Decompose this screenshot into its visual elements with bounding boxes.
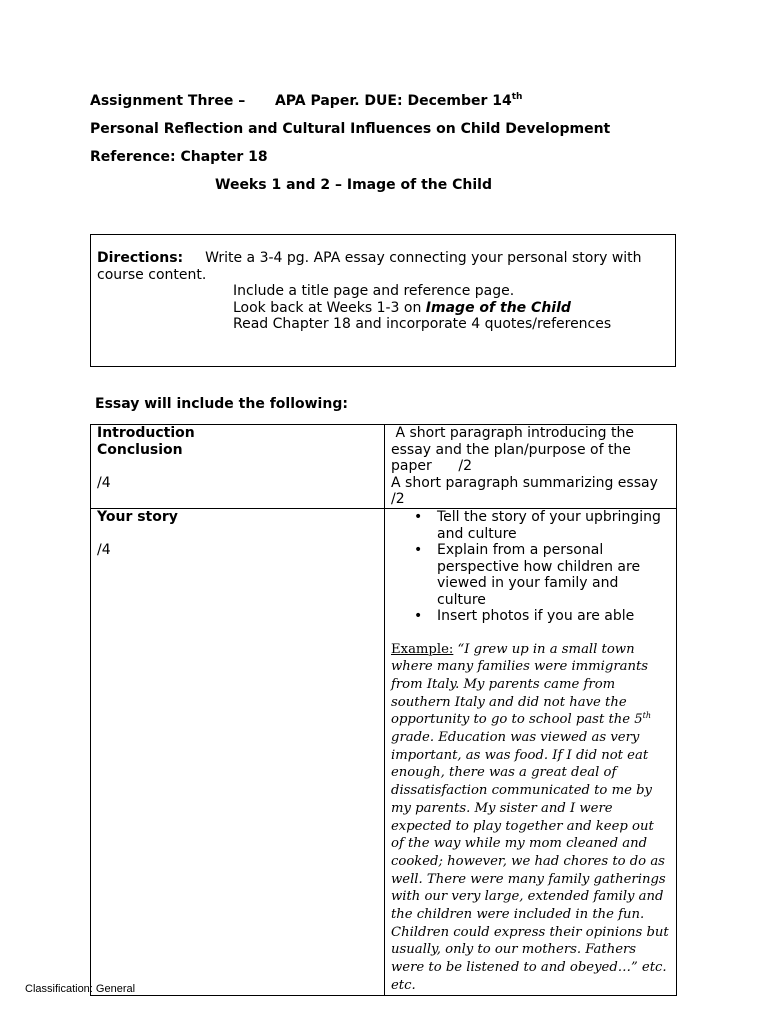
- list-item: • Explain from a personal perspective how children are viewed in your family and culture: [437, 542, 670, 608]
- due-date: APA Paper. DUE: December 14: [274, 93, 512, 109]
- example-text-part2: grade. Education was viewed as very important, as was food. If I did not eat enough, there was a great deal of dissatisfaction communicated to me by my parents. My sister and I were expected to play together and keep out of the way while my mom cleaned and cooked; however, we had chores to do as well. There were many family gatherings with our very large, extended family and the children were included in the fun. Children could express their opinions but usually, only to our mothers. Fathers were to be listened to and obeyed…” etc. etc.: [391, 730, 669, 993]
- introduction-label: Introduction: [97, 425, 195, 441]
- list-item: • Tell the story of your upbringing and culture: [437, 509, 670, 542]
- assignment-heading: [90, 92, 522, 110]
- due-date-suffix: th: [511, 92, 523, 102]
- assignment-subtitle: Personal Reflection and Cultural Influences on Child Development: [90, 121, 611, 137]
- essay-heading: Essay will include the following:: [95, 396, 348, 412]
- your-story-desc-cell: [385, 509, 677, 996]
- conclusion-label: Conclusion: [97, 441, 183, 458]
- table-row: [91, 509, 677, 996]
- conclusion-description: A short paragraph summarizing essay /2: [391, 474, 658, 507]
- directions-item-title-page: Include a title page and reference page.: [233, 283, 515, 299]
- your-story-label: Your story: [97, 509, 178, 525]
- assignment-title: Assignment Three –: [90, 93, 246, 109]
- directions-text: Write a 3-4 pg. APA essay connecting your personal story with course content.: [97, 250, 642, 283]
- introduction-description: A short paragraph introducing the essay and the plan/purpose of the paper /2: [391, 425, 639, 474]
- intro-conclusion-desc-cell: [385, 425, 677, 509]
- reference-line: Reference: Chapter 18: [90, 149, 268, 165]
- intro-conclusion-points: /4: [97, 474, 111, 491]
- table-row: [91, 425, 677, 509]
- example-paragraph: [391, 641, 670, 995]
- image-of-the-child-emphasis: Image of the Child: [425, 299, 571, 316]
- directions-item-look-back: Look back at Weeks 1-3 on Image of the Child: [233, 299, 571, 316]
- directions-intro: [97, 250, 669, 283]
- directions-label: Directions:: [97, 250, 184, 266]
- classification-footer: Classification: General: [25, 983, 136, 995]
- rubric-table: [90, 424, 677, 996]
- story-bullet-list: [391, 509, 670, 625]
- your-story-cell: [91, 509, 385, 996]
- intro-conclusion-cell: [91, 425, 385, 509]
- example-sup: th: [642, 711, 651, 721]
- your-story-points: /4: [97, 542, 111, 558]
- directions-box: [90, 234, 676, 367]
- weeks-line: Weeks 1 and 2 – Image of the Child: [215, 177, 492, 193]
- directions-item-chapter-18: Read Chapter 18 and incorporate 4 quotes/references: [233, 316, 612, 332]
- example-label: Example:: [391, 641, 454, 657]
- example-text-part1: “I grew up in a small town where many families were immigrants from Italy. My parents came from southern Italy and did not have the opportunity to go to school past the 5: [391, 641, 649, 728]
- list-item: • Insert photos if you are able: [437, 608, 670, 625]
